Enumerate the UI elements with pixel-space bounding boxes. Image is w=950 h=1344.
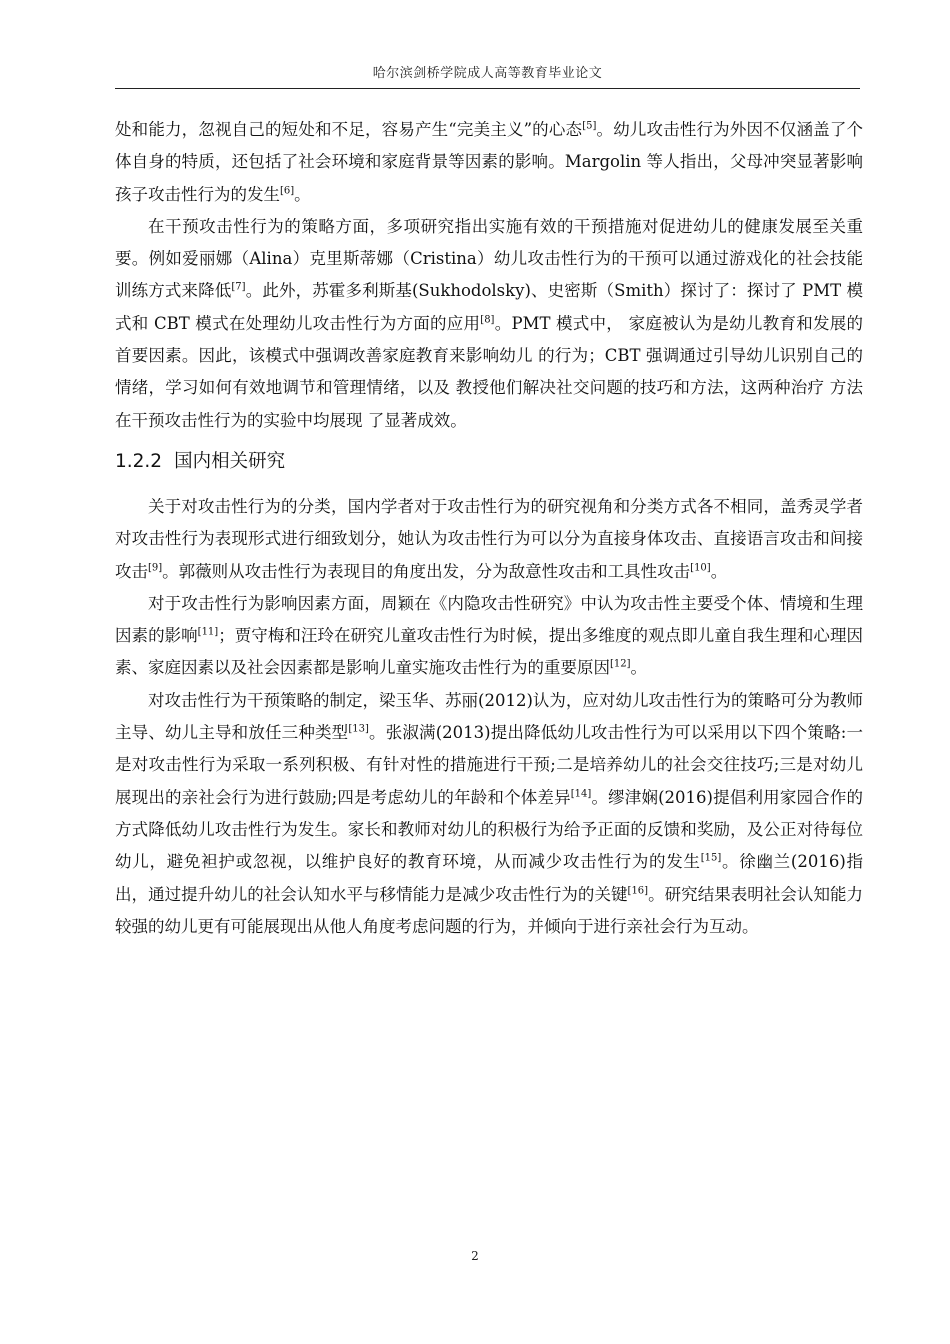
page-header bbox=[115, 64, 860, 89]
paragraph-text: 。研究结果表明社会认知能力较强的幼儿更有可能展现出从他人角度考虑问题的行为，并倾向于进行亲社会行为互动。 bbox=[115, 884, 864, 936]
paragraph-text: 在干预攻击性行为的策略方面，多项研究指出实施有效的干预措施对促进幼儿的健康发展至关重要。例如爱丽娜（Alina）克里斯蒂娜（Cristina）幼儿攻击性行为的干预可以通过游戏化的社会技能训练方式来降低 bbox=[115, 216, 863, 301]
paragraph-text: 处和能力，忽视自己的短处和不足，容易产生“完美主义”的心态 bbox=[115, 120, 583, 139]
paragraph bbox=[115, 588, 863, 685]
paragraph-text: ；贾守梅和汪玲在研究儿童攻击性行为时候，提出多维度的观点即儿童自我生理和心理因素、家庭因素以及社会因素都是影响儿童实施攻击性行为的重要原因 bbox=[115, 626, 864, 678]
citation: [12] bbox=[610, 658, 631, 670]
paragraph-text: 。幼儿攻击性行为外因不仅涵盖了个体自身的特质，还包括了社会环境和家庭背景等因素的影响。Margolin 等人指出，父母冲突显著影响孩子攻击性行为的发生 bbox=[115, 120, 864, 204]
paragraph bbox=[115, 491, 863, 588]
citation: [11] bbox=[197, 626, 219, 638]
paragraph-text: 对于攻击性行为影响因素方面，周颖在《内隐攻击性研究》中认为攻击性主要受个体、情境和生理因素的影响 bbox=[115, 593, 863, 646]
paragraph bbox=[115, 211, 863, 437]
section-title: 国内相关研究 bbox=[174, 450, 286, 472]
header-title: 哈尔滨剑桥学院成人高等教育毕业论文 bbox=[372, 66, 603, 81]
paragraph-text: 。 bbox=[294, 184, 311, 204]
paragraph-text: 。 bbox=[630, 658, 648, 678]
citation: [5] bbox=[582, 120, 597, 132]
section-number: 1.2.2 bbox=[115, 450, 163, 472]
paragraph-text: 。 bbox=[710, 561, 728, 581]
paragraph-text: 。徐幽兰(2016)指出，通过提升幼儿的社会认知水平与移情能力是减少攻击性行为的关键 bbox=[115, 852, 863, 904]
citation: [14] bbox=[570, 788, 592, 800]
section-heading bbox=[115, 441, 863, 483]
paragraph bbox=[115, 685, 863, 943]
paragraph-text: 。此外，苏霍多利斯基(Sukhodolsky)、史密斯（Smith）探讨了：探讨了 PMT 模式和 CBT 模式在处理幼儿攻击性行为方面的应用 bbox=[115, 281, 863, 333]
paragraph-text: 。PMT 模式中， 家庭被认为是幼儿教育和发展的首要因素。因此，该模式中强调改善家庭教育来影响幼儿 的行为；CBT 强调通过引导幼儿识别自己的情绪，学习如何有效地调节和管理情绪，以及 教授他们解决社交问题的技巧和方法，这两种治疗 方法在干预攻击性行为的实验中均展现 了显著成效。 bbox=[115, 313, 863, 430]
citation: [9] bbox=[148, 562, 163, 574]
citation: [15] bbox=[700, 852, 722, 864]
paragraph-text: 。缪津娴(2016)提倡利用家园合作的方式降低幼儿攻击性行为发生。家长和教师对幼儿的积极行为给予正面的反馈和奖励，及公正对待每位幼儿，避免袒护或忽视，以维护良好的教育环境，从而减少攻击性行为的发生 bbox=[115, 787, 863, 872]
citation: [7] bbox=[231, 281, 246, 293]
paragraph-text: 。张淑满(2013)提出降低幼儿攻击性行为可以采用以下四个策略:一是对攻击性行为采取一系列积极、有针对性的措施进行干预;二是培养幼儿的社会交往技巧;三是对幼儿展现出的亲社会行为进行鼓励;四是考虑幼儿的年龄和个体差异 bbox=[115, 723, 863, 807]
page-footer bbox=[0, 1249, 950, 1263]
citation: [16] bbox=[627, 885, 649, 897]
paragraph bbox=[115, 114, 863, 211]
page-number: 2 bbox=[471, 1249, 479, 1263]
paragraph-text: 。郭薇则从攻击性行为表现目的角度出发，分为敌意性攻击和工具性攻击 bbox=[162, 561, 691, 581]
citation: [8] bbox=[480, 314, 495, 326]
paragraph-text: 对攻击性行为干预策略的制定，梁玉华、苏丽(2012)认为，应对幼儿攻击性行为的策略可分为教师主导、幼儿主导和放任三种类型 bbox=[115, 690, 863, 743]
citation: [13] bbox=[348, 723, 369, 735]
citation: [6] bbox=[280, 185, 295, 197]
body-text bbox=[115, 114, 863, 943]
paragraph-text: 关于对攻击性行为的分类，国内学者对于攻击性行为的研究视角和分类方式各不相同，盖秀灵学者对攻击性行为表现形式进行细致划分，她认为攻击性行为可以分为直接身体攻击、直接语言攻击和间接攻击 bbox=[115, 496, 863, 581]
citation: [10] bbox=[690, 562, 711, 574]
